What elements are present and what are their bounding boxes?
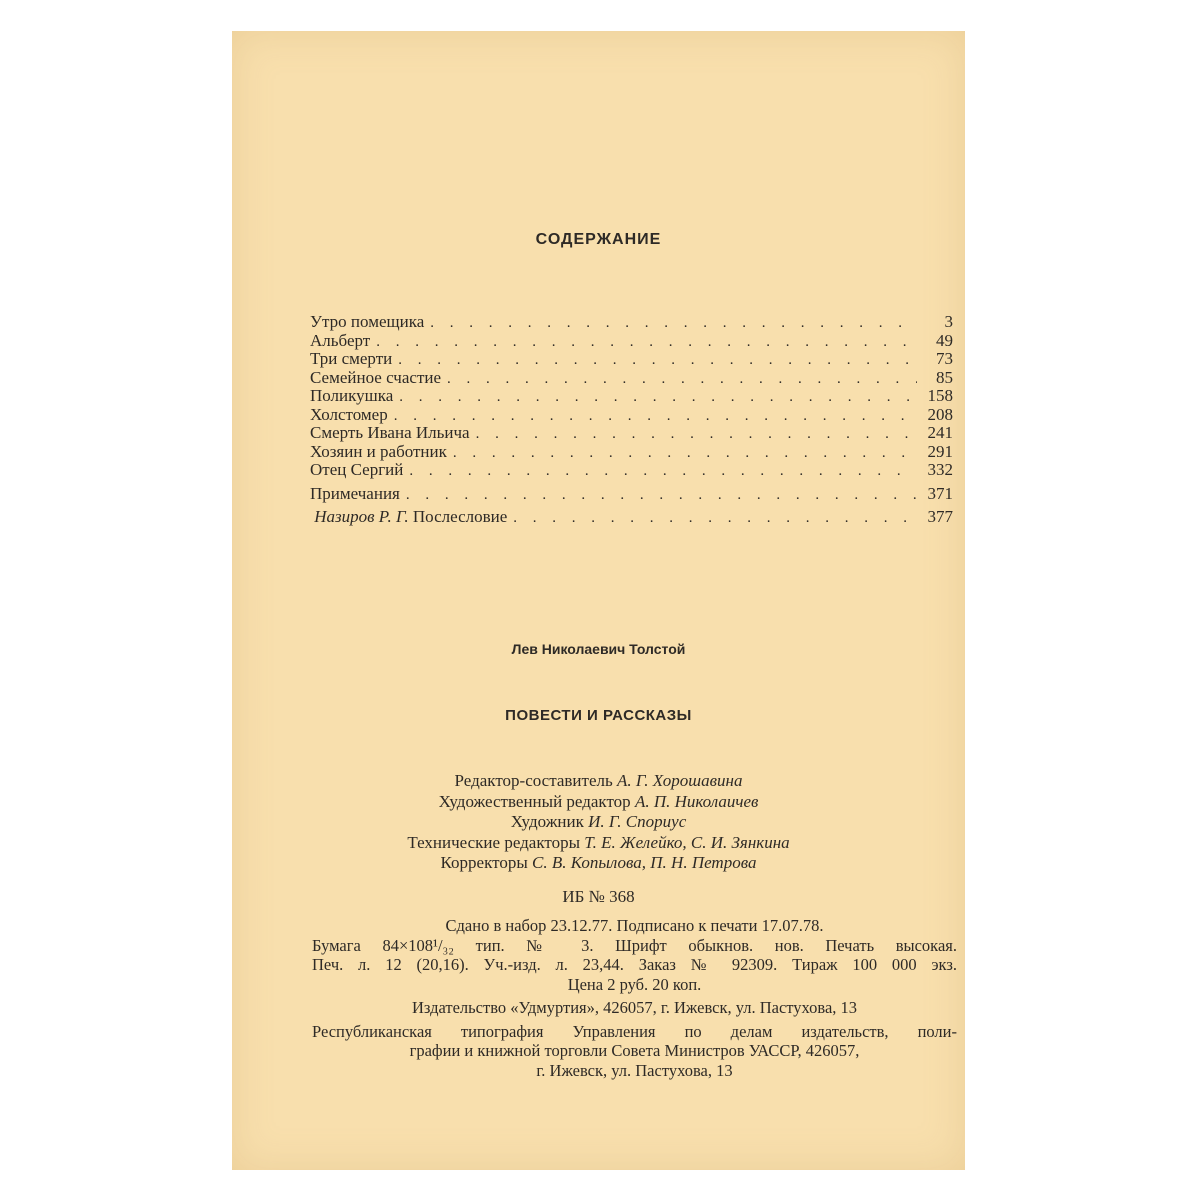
toc-entry (310, 387, 953, 406)
toc-entry (310, 350, 953, 369)
imprint-line: г. Ижевск, ул. Пастухова, 13 (536, 1060, 733, 1080)
toc-entry-title: Отец Сергий (310, 460, 404, 479)
table-of-contents (310, 313, 953, 527)
toc-entry-page: 158 (927, 386, 953, 405)
toc-entry-title: Семейное счастие (310, 367, 442, 387)
toc-entry-title: Альберт (310, 330, 371, 350)
toc-entry-title: Три смерти (310, 349, 393, 368)
toc-dot-leader (447, 370, 917, 388)
imprint-line: Издательство «Удмуртия», 426057, г. Ижевск, ул. Пастухова, 13 (411, 998, 858, 1017)
credit-line (232, 833, 965, 854)
toc-entry-page: 377 (927, 507, 953, 526)
toc-entry (310, 332, 953, 351)
toc-entry-page: 3 (944, 312, 953, 331)
toc-dot-leader (430, 314, 917, 332)
imprint-line: Печ. л. 12 (20,16). Уч.-изд. л. 23,44. Заказ № 92309. Тираж 100 000 экз. (312, 955, 957, 974)
toc-dot-leader (398, 351, 917, 369)
toc-entry-title: Смерть Ивана Ильича (310, 423, 470, 442)
imprint-line: Сдано в набор 23.12.77. Подписано к печати 17.07.78. (445, 916, 824, 935)
toc-dot-leader (406, 486, 917, 504)
book-author: Лев Николаевич Толстой (511, 641, 686, 657)
credit-name: Т. Е. Желейко, С. И. Зянкина (584, 832, 790, 852)
book-page (232, 31, 965, 1170)
toc-entry-page: 85 (936, 367, 953, 387)
toc-entry-title: Поликушка (310, 386, 394, 405)
toc-entry-title-text: Послесловие (412, 507, 508, 526)
toc-entry-title: Хозяин и работник (310, 441, 447, 461)
imprint-line: Республиканская типография Управления по делам издательств, поли- (312, 1021, 957, 1041)
toc-entry-page: 208 (927, 404, 953, 424)
toc-entry-page: 241 (927, 423, 953, 442)
toc-entry-page: 371 (927, 483, 953, 503)
credit-role: Художник (510, 812, 584, 831)
credit-name: С. В. Копылова, П. Н. Петрова (532, 853, 757, 872)
toc-entry-title: Холстомер (310, 404, 388, 424)
imprint-line: Цена 2 руб. 20 коп. (567, 974, 702, 994)
imprint-line: Бумага 84×108¹/₃₂ тип. № 3. Шрифт обыкнов. нов. Печать высокая. (312, 935, 957, 955)
credit-role: Технические редакторы (407, 832, 580, 852)
toc-entry (310, 424, 953, 443)
toc-entry (310, 485, 953, 504)
toc-dot-leader (409, 462, 917, 480)
credit-role: Редактор-составитель (454, 771, 613, 790)
credit-role: Корректоры (440, 853, 528, 872)
toc-dot-leader (513, 509, 917, 527)
book-title: ПОВЕСТИ И РАССКАЗЫ (505, 707, 692, 724)
toc-entry-title: Утро помещика (310, 312, 425, 331)
toc-entry (310, 369, 953, 388)
toc-entry (310, 313, 953, 332)
credit-name: А. П. Николаичев (634, 791, 759, 811)
toc-entry (310, 443, 953, 462)
toc-entry (310, 406, 953, 425)
credit-line (232, 853, 965, 874)
toc-dot-leader (399, 388, 917, 406)
credits-block (232, 771, 965, 874)
toc-entry (310, 508, 953, 527)
credit-line (232, 771, 965, 792)
imprint-line: графии и книжной торговли Совета Министров УАССР, 426057, (409, 1041, 860, 1060)
credit-name: И. Г. Спориус (588, 812, 687, 831)
toc-entry (310, 461, 953, 480)
toc-dot-leader (476, 425, 917, 443)
credit-name: А. Г. Хорошавина (616, 771, 743, 790)
toc-dot-leader (453, 444, 917, 462)
imprint-block (312, 916, 957, 1080)
toc-dot-leader (394, 407, 917, 425)
toc-entry-title (310, 508, 507, 526)
credit-line (232, 792, 965, 813)
toc-entry-page: 332 (927, 460, 953, 479)
toc-entry-page: 73 (936, 349, 953, 368)
toc-heading: СОДЕРЖАНИЕ (535, 231, 662, 248)
ib-number: ИБ № 368 (562, 887, 635, 906)
toc-dot-leader (376, 333, 917, 351)
credit-line (232, 812, 965, 833)
credit-role: Художественный редактор (438, 791, 631, 811)
toc-entry-page: 49 (936, 330, 953, 350)
toc-entry-title: Примечания (310, 483, 400, 503)
toc-entry-author: Назиров Р. Г. (314, 507, 409, 526)
toc-entry-page: 291 (927, 441, 953, 461)
